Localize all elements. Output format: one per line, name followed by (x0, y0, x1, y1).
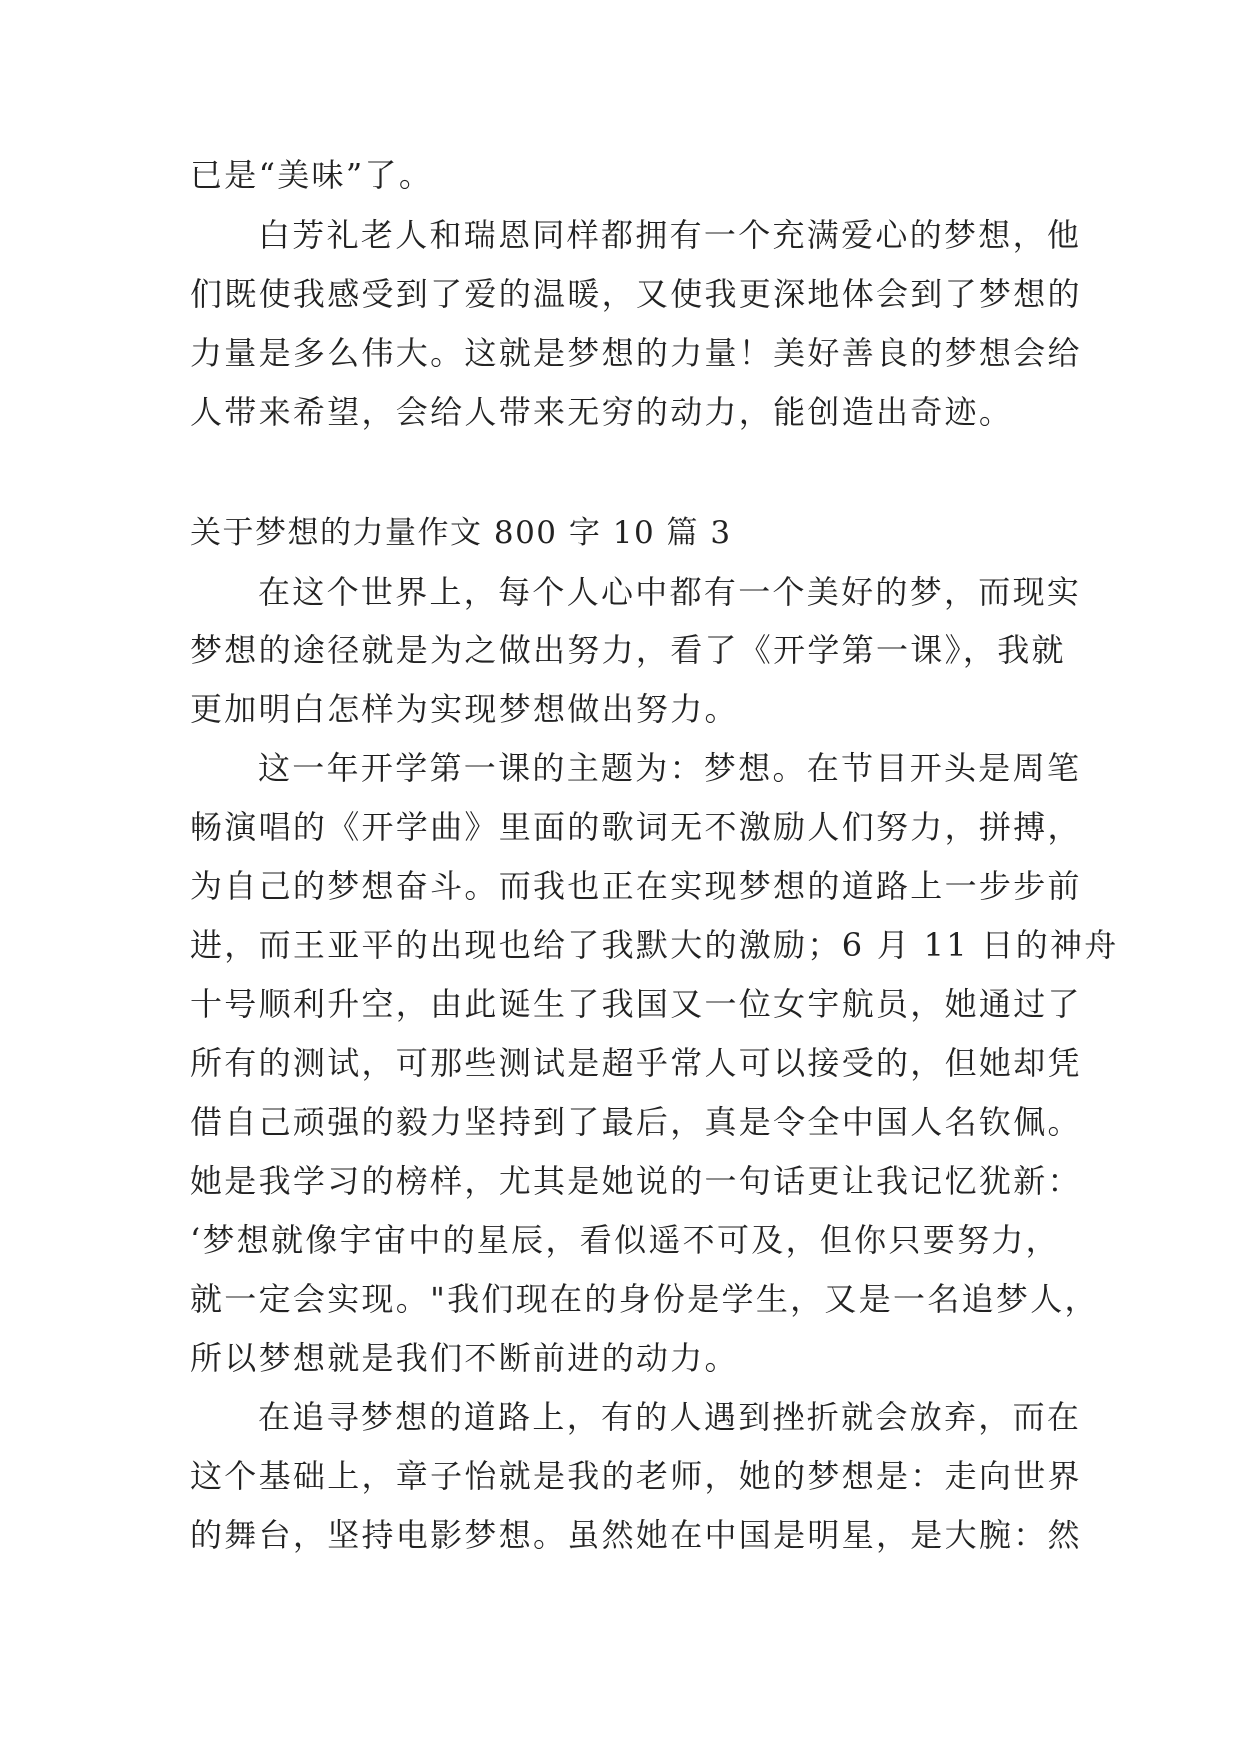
text-line: ‘梦想就像宇宙中的星辰，看似遥不可及，但你只要努力， (190, 1221, 1060, 1259)
text-line: 人带来希望，会给人带来无穷的动力，能创造出奇迹。 (190, 393, 1014, 431)
text-line: 所以梦想就是我们不断前进的动力。 (190, 1339, 739, 1377)
text-line: 借自己顽强的毅力坚持到了最后，真是令全中国人名钦佩。 (190, 1103, 1082, 1141)
text-line: 力量是多么伟大。这就是梦想的力量！美好善良的梦想会给 (190, 334, 1082, 372)
text-line: 在追寻梦想的道路上，有的人遇到挫折就会放弃，而在 (258, 1398, 1082, 1436)
text-line: 就一定会实现。"我们现在的身份是学生，又是一名追梦人， (190, 1280, 1099, 1318)
text-line: 们既使我感受到了爱的温暖，又使我更深地体会到了梦想的 (190, 275, 1082, 313)
text-line: 所有的测试，可那些测试是超乎常人可以接受的，但她却凭 (190, 1044, 1082, 1082)
text-line: 这个基础上，章子怡就是我的老师，她的梦想是：走向世界 (190, 1457, 1082, 1495)
text-line: 进，而王亚平的出现也给了我默大的激励；6 月 11 日的神舟 (190, 926, 1119, 964)
text-line: 更加明白怎样为实现梦想做出努力。 (190, 690, 739, 728)
text-line: 的舞台，坚持电影梦想。虽然她在中国是明星，是大腕：然 (190, 1516, 1082, 1554)
text-line: 白芳礼老人和瑞恩同样都拥有一个充满爱心的梦想，他 (258, 216, 1082, 254)
text-line: 她是我学习的榜样，尤其是她说的一句话更让我记忆犹新： (190, 1162, 1082, 1200)
text-line: 在这个世界上，每个人心中都有一个美好的梦，而现实 (258, 573, 1082, 611)
text-line: 为自己的梦想奋斗。而我也正在实现梦想的道路上一步步前 (190, 867, 1082, 905)
text-line: 这一年开学第一课的主题为：梦想。在节目开头是周笔 (258, 749, 1082, 787)
text-line: 畅演唱的《开学曲》里面的歌词无不激励人们努力，拼搏， (190, 808, 1082, 846)
text-line: 梦想的途径就是为之做出努力，看了《开学第一课》，我就 (190, 631, 1066, 669)
text-line: 已是“美味”了。 (190, 156, 434, 194)
section-heading: 关于梦想的力量作文 800 字 10 篇 3 (190, 515, 732, 551)
text-line: 十号顺利升空，由此诞生了我国又一位女宇航员，她通过了 (190, 985, 1082, 1023)
